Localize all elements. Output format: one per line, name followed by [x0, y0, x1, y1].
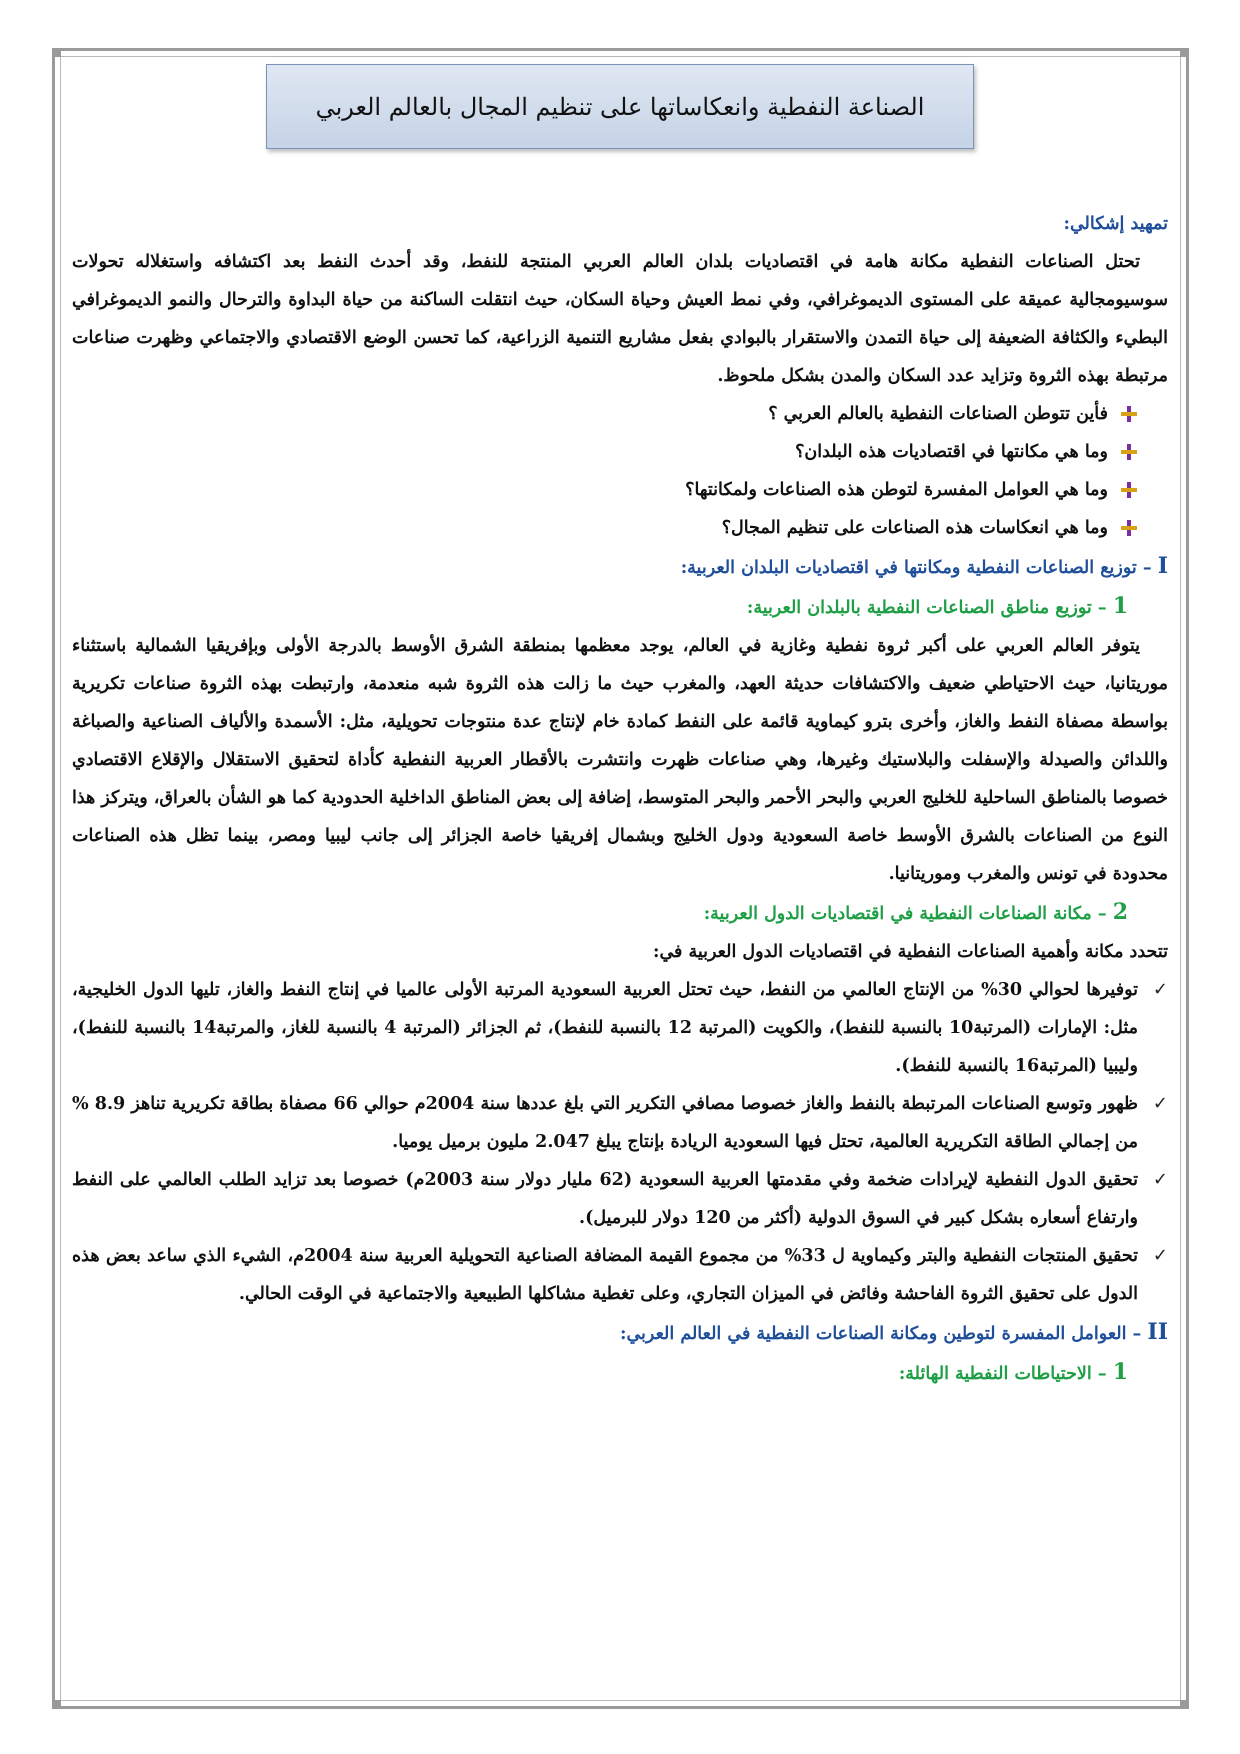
subsection-1-1-heading [72, 587, 1168, 627]
section-1-heading [72, 547, 1168, 587]
list-item [72, 509, 1138, 547]
question-text: وما هي العوامل المفسرة لتوطن هذه الصناعات ولمكانتها؟ [685, 480, 1108, 500]
question-text: فأين تتوطن الصناعات النفطية بالعالم العربي ؟ [768, 404, 1108, 424]
section-2-heading [72, 1313, 1168, 1353]
corner-ornament [1180, 48, 1189, 57]
list-item-text: توفيرها لحوالي 30% من الإنتاج العالمي من النفط، حيث تحتل العربية السعودية المرتبة الأولى عالميا في إنتاج النفط والغاز، تليها الدول الخليجية، مثل: الإمارات (المرتبة10 بالنسبة للنفط)، والكويت (المرتبة 12 بالنسبة للنفط)، ثم الجزائر (المرتبة 4 بالنسبة للغاز، والمرتبة14 بالنسبة للنفط)، وليبيا (المرتبة16 بالنسبة للنفط). [72, 980, 1139, 1076]
checkmark-icon: ✓ [1152, 1169, 1168, 1190]
list-item [72, 1085, 1168, 1161]
plus-bullet-icon [1120, 405, 1138, 423]
list-item [72, 1161, 1168, 1237]
subsection-title: – مكانة الصناعات النفطية في اقتصاديات الدول العربية: [703, 904, 1113, 924]
question-text: وما هي مكانتها في اقتصاديات هذه البلدان؟ [795, 442, 1108, 462]
checkmark-icon: ✓ [1152, 979, 1168, 1000]
subsection-number: 1 [1112, 593, 1128, 619]
subsection-1-2-heading [72, 893, 1168, 933]
intro-paragraph: تحتل الصناعات النفطية مكانة هامة في اقتصاديات بلدان العالم العربي المنتجة للنفط، وقد أحدث النفط بعد اكتشافه واستغلاله تحولات سوسيومجالية عميقة على المستوى الديموغرافي، وفي نمط العيش وحياة السكان، حيث انتقلت الساكنة من حياة البداوة والترحال والنمو الديموغرافي البطيء والكثافة الضعيفة إلى حياة التمدن والاستقرار بالبوادي بفعل مشاريع التنمية الزراعية، كما تحسن الوضع الاقتصادي والاجتماعي وظهرت صناعات مرتبطة بهذه الثروة وتزايد عدد السكان والمدن بشكل ملحوظ. [72, 252, 1168, 386]
corner-ornament [1180, 1700, 1189, 1709]
list-item [72, 971, 1168, 1085]
list-item-text: تحقيق الدول النفطية لإيرادات ضخمة وفي مقدمتها العربية السعودية (62 مليار دولار سنة 2003م) خصوصا بعد تزايد الطلب العالمي على النفط وارتفاع أسعاره بشكل كبير في السوق الدولية (أكثر من 120 دولار للبرميل). [72, 1170, 1138, 1228]
checkmark-icon: ✓ [1152, 1093, 1168, 1114]
section-number: II [1147, 1319, 1168, 1345]
subsection-number: 1 [1112, 1359, 1128, 1385]
list-item [72, 471, 1138, 509]
question-list [72, 395, 1168, 547]
list-item [72, 1237, 1168, 1313]
plus-bullet-icon [1120, 519, 1138, 537]
section-number: I [1157, 553, 1168, 579]
subsection-title: – توزيع مناطق الصناعات النفطية بالبلدان العربية: [746, 598, 1113, 618]
subsection-1-1-paragraph: يتوفر العالم العربي على أكبر ثروة نفطية وغازية في العالم، يوجد معظمها بمنطقة الشرق الأوسط بالدرجة الأولى وبإفريقيا الشمالية باستثناء موريتانيا، حيث الاحتياطي ضعيف والاكتشافات حديثة العهد، والمغرب حيث ما زالت هذه الثروة شبه منعدمة، وارتبطت بهذه الثروة صناعات تكريرية بواسطة مصفاة النفط والغاز، وأخرى بترو كيماوية قائمة على النفط كمادة خام لإنتاج عدة منتوجات تحويلية، مثل: الأسمدة والألياف الصناعية والصباغة واللدائن والصيدلة والإسفلت والبلاستيك وغيرها، وهي صناعات ظهرت وانتشرت بالأقطار العربية النفطية كأداة لتحقيق الاستقلال والإقلاع الاقتصادي خصوصا بالمناطق الساحلية للخليج العربي والبحر الأحمر والبحر المتوسط، إضافة إلى بعض المناطق الداخلية الحدودية كما هو الشأن بالعراق، ويتركز هذا النوع من الصناعات بالشرق الأوسط خاصة السعودية ودول الخليج وبشمال إفريقيا خاصة الجزائر إلى جانب ليبيا ومصر، بينما تظل هذه الصناعات محدودة في تونس والمغرب وموريتانيا. [72, 636, 1168, 884]
subsection-title: – الاحتياطات النفطية الهائلة: [898, 1364, 1113, 1384]
page-title: الصناعة النفطية وانعكاساتها على تنظيم المجال بالعالم العربي [266, 64, 974, 149]
subsection-2-1-heading [72, 1353, 1168, 1393]
document-body [72, 205, 1168, 1393]
plus-bullet-icon [1120, 481, 1138, 499]
section-title: – العوامل المفسرة لتوطين ومكانة الصناعات النفطية في العالم العربي: [620, 1324, 1148, 1344]
list-item [72, 395, 1138, 433]
plus-bullet-icon [1120, 443, 1138, 461]
list-item-text: ظهور وتوسع الصناعات المرتبطة بالنفط والغاز خصوصا مصافي التكرير التي بلغ عددها سنة 2004م حوالي 66 مصفاة بطاقة تكريرية تناهز 8.9 % من إجمالي الطاقة التكريرية العالمية، تحتل فيها السعودية الريادة بإنتاج يبلغ 2.047 مليون برميل يوميا. [72, 1094, 1138, 1152]
corner-ornament [52, 48, 61, 57]
importance-list [72, 971, 1168, 1313]
intro-heading: تمهيد إشكالي: [1063, 214, 1168, 234]
corner-ornament [52, 1700, 61, 1709]
subsection-1-2-lead: تتحدد مكانة وأهمية الصناعات النفطية في اقتصاديات الدول العربية في: [652, 942, 1168, 962]
list-item [72, 433, 1138, 471]
checkmark-icon: ✓ [1152, 1245, 1168, 1266]
list-item-text: تحقيق المنتجات النفطية والبتر وكيماوية ل 33% من مجموع القيمة المضافة الصناعية التحويلية العربية سنة 2004م، الشيء الذي ساعد بعض هذه الدول على تحقيق الثروة الفاحشة وفائض في الميزان التجاري، وعلى تغطية مشاكلها الطبيعية والاجتماعية في الوقت الحالي. [72, 1246, 1139, 1304]
question-text: وما هي انعكاسات هذه الصناعات على تنظيم المجال؟ [721, 518, 1108, 538]
section-title: – توزيع الصناعات النفطية ومكانتها في اقتصاديات البلدان العربية: [680, 558, 1158, 578]
subsection-number: 2 [1112, 899, 1128, 925]
